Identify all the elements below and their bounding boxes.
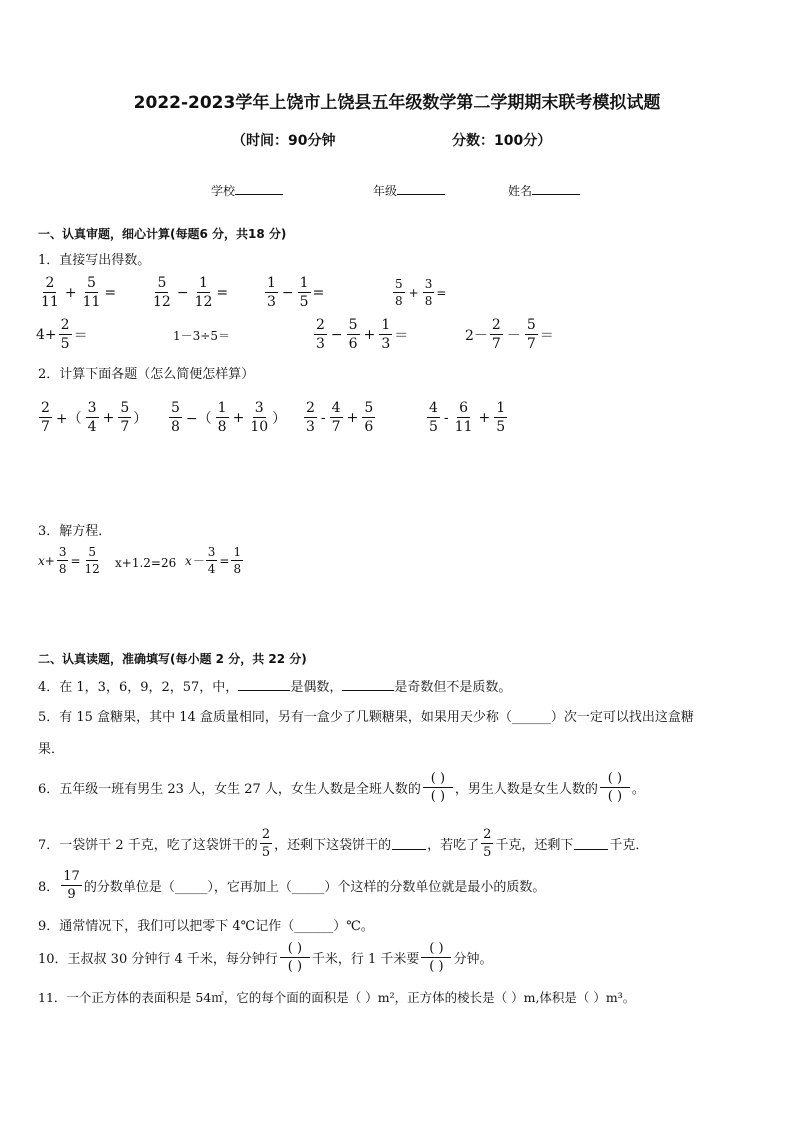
q8: 8． $\frac{17}{9}$ 的分数单位是（_____），它再加上（_____）个这样的分数单位就是最小的质数。	[38, 869, 546, 902]
q1-item-7: $\frac{2}{3}$ − $\frac{5}{6}$ + $\frac{1}{3}$ ＝	[316, 317, 409, 352]
q10-blank-frac-1[interactable]: $\frac{( )}{( )}$	[280, 942, 310, 973]
page-title: 2022-2023学年上饶市上饶县五年级数学第二学期期末联考模拟试题	[133, 93, 661, 113]
q4-blank-1[interactable]	[238, 690, 290, 691]
q2-label: 2．计算下面各题（怎么简便怎样算）	[38, 367, 255, 382]
name-blank[interactable]	[532, 182, 580, 195]
q2-item-2: $\frac{5}{8}$ −（ $\frac{1}{8}$ + $\frac{3}{10}$ ）	[171, 400, 287, 435]
exam-score: 分数：100分）	[452, 133, 552, 149]
q7-blank-2[interactable]	[574, 837, 608, 850]
q1-item-6: 1－3÷5＝	[173, 329, 230, 343]
q4: 4．在 1，3，6，9，2，57，中， 是偶数， 是奇数但不是质数。	[38, 680, 512, 695]
school-label: 学校	[211, 184, 236, 198]
q1-item-2: $\frac{5}{12}$ − $\frac{1}{12}$ =	[153, 275, 229, 310]
q2-item-3: $\frac{2}{3}$ - $\frac{4}{7}$ + $\frac{5}{6}$	[306, 400, 374, 435]
exam-time: （时间：90分钟	[232, 133, 336, 149]
q6-blank-frac-1[interactable]: $\frac{( )}{( )}$	[423, 772, 453, 803]
q1-item-1: $\frac{2}{11}$ + $\frac{5}{11}$ =	[41, 275, 117, 310]
q3-item-1: x+ $\frac{3}{8}$ = $\frac{5}{12}$	[38, 545, 100, 576]
q2-item-4: $\frac{4}{5}$ - $\frac{6}{11}$ + $\frac{1}{5}$	[429, 400, 506, 435]
grade-blank[interactable]	[397, 182, 445, 195]
q3-label: 3．解方程．	[38, 524, 112, 539]
school-blank[interactable]	[235, 182, 283, 195]
q3-item-2: x+1.2=26	[115, 556, 177, 570]
q1-item-4: $\frac{5}{8}$ + $\frac{3}{8}$ =	[395, 277, 447, 308]
q1-item-3: $\frac{1}{3}$ − $\frac{1}{5}$ =	[267, 275, 325, 310]
q2-item-1: $\frac{2}{7}$ +（ $\frac{3}{4}$ + $\frac{5}{7}$ ）	[41, 400, 148, 435]
q9: 9．通常情况下，我们可以把零下 4℃记作（______）℃。	[38, 919, 374, 934]
q3-item-3: x－ $\frac{3}{4}$ = $\frac{1}{8}$	[185, 545, 242, 576]
q5-cont: 果．	[38, 742, 65, 757]
q11: 11．一个正方体的表面积是 54㎡，它的每个面的面积是（ ）m²，正方体的棱长是（ ）m,体积是（ ）m³。	[38, 990, 636, 1005]
school-field[interactable]	[211, 182, 283, 199]
grade-field[interactable]	[373, 182, 445, 199]
section1-title: 一、认真审题，细心计算(每题6 分，共18 分)	[38, 227, 287, 241]
name-field[interactable]	[508, 182, 580, 199]
section2-title: 二、认真读题，准确填写(每小题 2 分，共 22 分)	[38, 652, 307, 666]
q1-item-5: 4+ $\frac{2}{5}$ ＝	[36, 317, 88, 352]
q7-blank-1[interactable]	[392, 837, 426, 850]
name-label: 姓名	[508, 184, 533, 198]
q10: 10．王叔叔 30 分钟行 4 千米，每分钟行 $\frac{( )}{( )}$ 千米，行 1 千米要 $\frac{( )}{( )}$ 分钟。	[38, 941, 493, 974]
q6: 6．五年级一班有男生 23 人，女生 27 人，女生人数是全班人数的 $\frac{( )}{( )}$ ，男生人数是女生人数的 $\frac{( )}{( )}$ 。	[38, 771, 645, 804]
q4-blank-2[interactable]	[342, 690, 394, 691]
q6-blank-frac-2[interactable]: $\frac{( )}{( )}$	[600, 772, 630, 803]
q1-label: 1．直接写出得数。	[38, 253, 151, 268]
q10-blank-frac-2[interactable]: $\frac{( )}{( )}$	[421, 942, 451, 973]
q1-item-8: 2－ $\frac{2}{7}$ － $\frac{5}{7}$ ＝	[465, 317, 554, 352]
grade-label: 年级	[373, 184, 398, 198]
q7: 7．一袋饼干 2 千克，吃了这袋饼干的 $\frac{2}{5}$ ，还剩下这袋饼干的 ，若吃了 $\frac{2}{5}$ 千克，还剩下 千克．	[38, 827, 649, 860]
q5: 5．有 15 盒糖果，其中 14 盒质量相同，另有一盒少了几颗糖果，如果用天少称（______）次一定可以找出这盒糖	[38, 710, 694, 725]
